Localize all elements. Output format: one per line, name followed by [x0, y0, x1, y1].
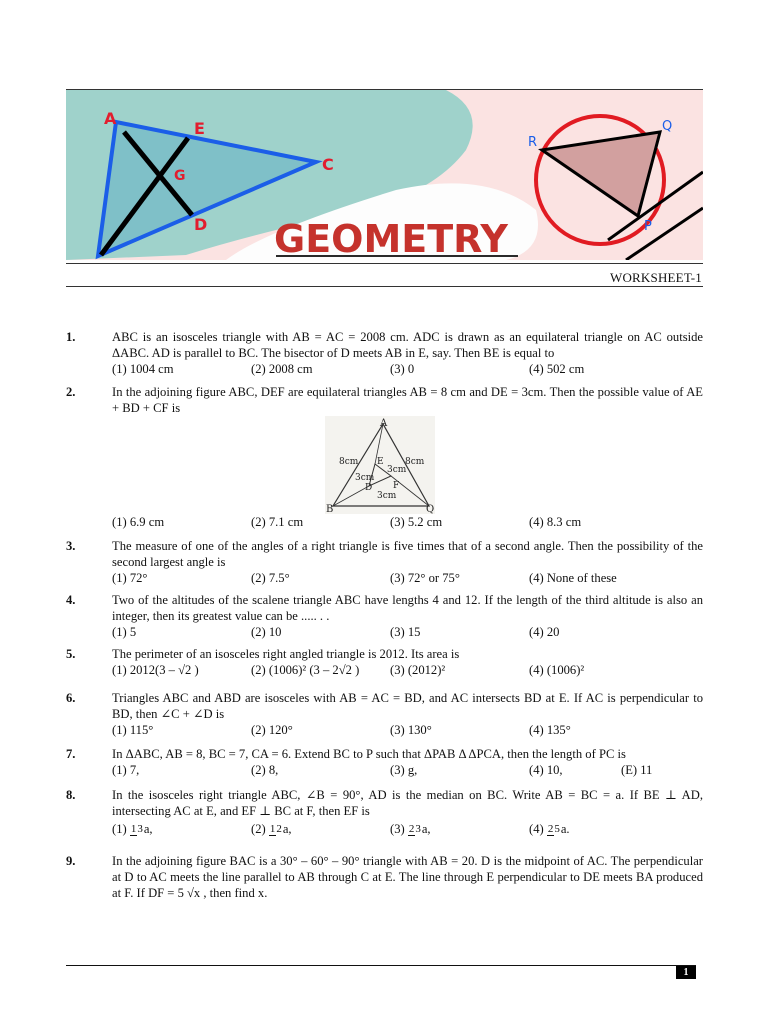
question-number: 5.	[66, 647, 76, 661]
question-text: In the adjoining figure ABC, DEF are equilateral triangles AB = 8 cm and DE = 3cm. Then the possible value of AE + BD + CF is	[112, 385, 703, 415]
option: (2) (1006)² (3 – 2√2 )	[251, 663, 360, 677]
fig-label-a: A	[380, 418, 388, 429]
option: (1) 5	[112, 625, 137, 639]
banner-bottom-rule	[66, 263, 703, 264]
fig-label-d: D	[365, 483, 373, 493]
fig-label-m5: 3cm	[377, 491, 397, 501]
question-5	[66, 646, 703, 678]
question-text: The perimeter of an isosceles right angled triangle is 2012. Its area is	[112, 647, 460, 661]
option: (3) (2012)²	[390, 663, 446, 677]
options	[112, 722, 703, 738]
question-text: In ΔABC, AB = 8, BC = 7, CA = 6. Extend BC to P such that ΔPAB Δ ΔPCA, then the length of PC is	[112, 747, 626, 761]
option: (4) 20	[529, 625, 560, 639]
option: (2) 10	[251, 625, 282, 639]
question-text: ABC is an isosceles triangle with AB = AC = 2008 cm. ADC is drawn as an equilateral triangle on AC outside ΔABC. AD is parallel to BC. The bisector of D meets AB in E, say. Then BE is equal to	[112, 330, 703, 360]
question-number: 1.	[66, 330, 76, 344]
label-r: R	[528, 135, 538, 150]
geometry-banner	[66, 90, 703, 260]
option: (1) 115°	[112, 723, 154, 737]
options	[112, 514, 703, 530]
fig-label-m3: 3cm	[387, 465, 407, 475]
option: (3) 5.2 cm	[390, 515, 443, 529]
option: (1) 1004 cm	[112, 362, 174, 376]
option: (2) 120°	[251, 723, 293, 737]
option: (2) 7.5°	[251, 571, 290, 585]
option: (2) 12a,	[251, 822, 292, 836]
option: (1) 72°	[112, 571, 148, 585]
option: (2) 8,	[251, 763, 279, 777]
fig-label-m2: 8cm	[405, 457, 425, 467]
option: (1) 7,	[112, 763, 140, 777]
option: (E) 11	[621, 763, 653, 777]
question-number: 4.	[66, 593, 76, 607]
options	[112, 624, 703, 640]
question-text: The measure of one of the angles of a right triangle is five times that of a second angle. Then the possibility of the second largest angle is	[112, 539, 703, 569]
option: (1) 6.9 cm	[112, 515, 165, 529]
question-number: 2.	[66, 385, 76, 399]
page-number: 1	[676, 966, 696, 979]
label-a: A	[104, 109, 117, 128]
label-q: Q	[662, 119, 673, 134]
option: (3) 72° or 75°	[390, 571, 460, 585]
question-number: 6.	[66, 691, 76, 705]
header-rule	[66, 286, 703, 287]
worksheet-label: WORKSHEET-1	[610, 270, 702, 285]
option: (4) None of these	[529, 571, 617, 585]
option: (3) 130°	[390, 723, 432, 737]
question-text: Triangles ABC and ABD are isosceles with AB = AC = BD, and AC intersects BD at E. If AC is perpendicular to BD, then ∠C + ∠D is	[112, 691, 703, 721]
option: (4) 135°	[529, 723, 571, 737]
option: (2) 7.1 cm	[251, 515, 304, 529]
question-text: Two of the altitudes of the scalene triangle ABC have lengths 4 and 12. If the length of the third altitude is also an integer, then its greatest value can be ..... . .	[112, 593, 703, 623]
option: (3) 15	[390, 625, 421, 639]
fig-label-c: Q	[426, 504, 435, 514]
options	[112, 361, 703, 377]
question-number: 9.	[66, 854, 76, 868]
fraction: 12	[269, 823, 282, 836]
fig-label-m4: 3cm	[355, 473, 375, 483]
question-number: 7.	[66, 747, 76, 761]
question-number: 3.	[66, 539, 76, 553]
option: (4) 502 cm	[529, 362, 585, 376]
question-1	[66, 329, 703, 377]
options	[112, 570, 703, 586]
option: (4) 10,	[529, 763, 563, 777]
question-text: In the isosceles right triangle ABC, ∠B = 90°, AD is the median on BC. Write AB = BC = a. If BE ⊥ AD, intersecting AC at E, and EF ⊥ BC at F, then EF is	[112, 788, 703, 818]
label-e: E	[194, 119, 205, 138]
triangle-figure	[325, 416, 435, 514]
option: (1) 13a,	[112, 822, 153, 836]
question-9	[66, 853, 703, 901]
label-p: P	[644, 219, 652, 234]
question-number: 8.	[66, 788, 76, 802]
fig-label-m1: 8cm	[339, 457, 359, 467]
option: (4) 25a.	[529, 822, 570, 836]
question-2-options	[66, 514, 703, 530]
option: (2) 2008 cm	[251, 362, 313, 376]
question-3	[66, 538, 703, 586]
options	[112, 821, 703, 837]
banner-title: GEOMETRY	[274, 217, 508, 260]
option: (4) (1006)²	[529, 663, 585, 677]
question-text: In the adjoining figure BAC is a 30° – 60° – 90° triangle with AB = 20. D is the midpoint of AC. The perpendicular at D to AC meets the line parallel to AB through C at E. The line through E perpendicular to DE meets BA produced at F. If DF = 5 √x , then find x.	[112, 854, 703, 900]
label-d: D	[194, 215, 208, 234]
fig-label-b: B	[326, 504, 334, 514]
label-c: C	[322, 155, 334, 174]
fraction: 13	[130, 823, 143, 836]
option: (3) g,	[390, 763, 418, 777]
options	[112, 762, 703, 778]
fraction: 23	[408, 823, 421, 836]
option: (3) 23a,	[390, 822, 431, 836]
footer-rule	[66, 965, 696, 966]
option: (4) 8.3 cm	[529, 515, 582, 529]
question-4	[66, 592, 703, 640]
question-8	[66, 787, 703, 837]
label-g: G	[174, 168, 186, 184]
fraction: 25	[547, 823, 560, 836]
question-2	[66, 384, 703, 416]
options	[112, 662, 703, 678]
option: (3) 0	[390, 362, 415, 376]
option: (1) 2012(3 – √2 )	[112, 663, 199, 677]
fig-label-f: F	[393, 481, 400, 491]
fig-label-e: E	[377, 457, 384, 467]
question-7	[66, 746, 703, 778]
question-6	[66, 690, 703, 738]
